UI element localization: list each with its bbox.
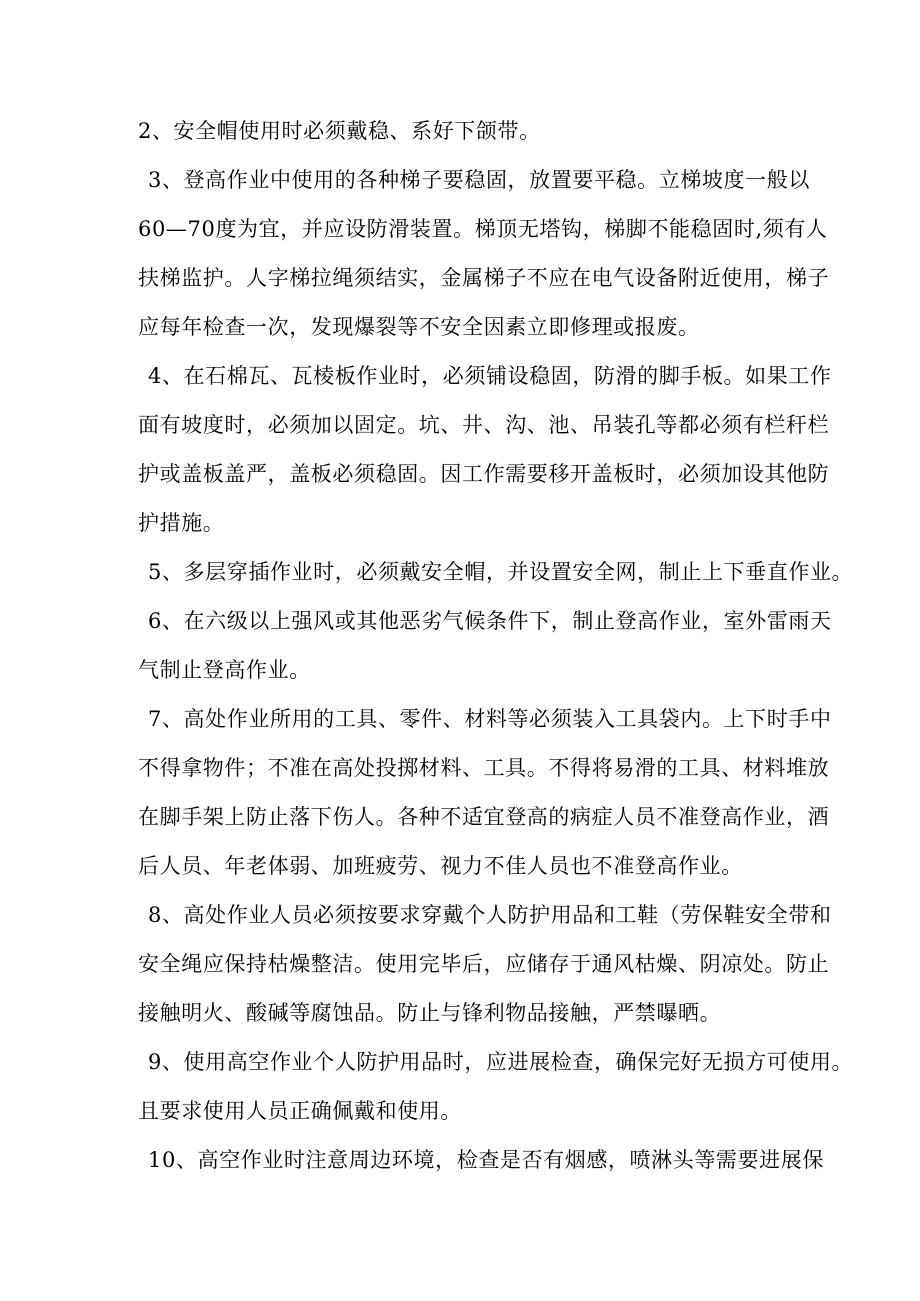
text-line: 8、高处作业人员必须按要求穿戴个人防护用品和工鞋（劳保鞋安全带和 (148, 903, 832, 927)
text-line: 2、安全帽使用时必须戴稳、系好下颌带。 (138, 119, 541, 143)
text-line: 扶梯监护。人字梯拉绳须结实，金属梯子不应在电气设备附近使用，梯子 (138, 266, 830, 290)
text-line: 60—70度为宜，并应设防滑装置。梯顶无塔钩，梯脚不能稳固时,须有人 (138, 217, 828, 241)
text-line: 在脚手架上防止落下伤人。各种不适宜登高的病症人员不准登高作业，酒 (138, 805, 830, 829)
text-line: 护或盖板盖严，盖板必须稳固。因工作需要移开盖板时，必须加设其他防 (138, 462, 830, 486)
text-line: 面有坡度时，必须加以固定。坑、井、沟、池、吊装孔等都必须有栏秆栏 (138, 413, 830, 437)
text-line: 安全绳应保持枯燥整洁。使用完毕后，应储存于通风枯燥、阴凉处。防止 (138, 952, 830, 976)
text-line: 不得拿物件；不准在高处投掷材料、工具。不得将易滑的工具、材料堆放 (138, 756, 830, 780)
text-line: 且要求使用人员正确佩戴和使用。 (138, 1099, 462, 1123)
text-line: 7、高处作业所用的工具、零件、材料等必须装入工具袋内。上下时手中 (148, 707, 832, 731)
text-line: 3、登高作业中使用的各种梯子要稳固，放置要平稳。立梯坡度一般以 (148, 168, 810, 192)
text-line: 气制止登高作业。 (138, 658, 311, 682)
text-line: 6、在六级以上强风或其他恶劣气候条件下，制止登高作业，室外雷雨天 (148, 609, 832, 633)
text-line: 应每年检查一次，发现爆裂等不安全因素立即修理或报废。 (138, 315, 700, 339)
text-line: 后人员、年老体弱、加班疲劳、视力不佳人员也不准登高作业。 (138, 854, 743, 878)
text-line: 护措施。 (138, 511, 225, 535)
text-line: 10、高空作业时注意周边环境，检查是否有烟感，喷淋头等需要进展保 (148, 1148, 824, 1172)
text-line: 接触明火、酸碱等腐蚀品。防止与锋利物品接触，严禁曝晒。 (138, 1001, 722, 1025)
text-line: 9、使用高空作业个人防护用品时，应进展检查，确保完好无损方可使用。 (148, 1050, 854, 1074)
text-line: 4、在石棉瓦、瓦棱板作业时，必须铺设稳固，防滑的脚手板。如果工作 (148, 364, 832, 388)
text-line: 5、多层穿插作业时，必须戴安全帽，并设置安全网，制止上下垂直作业。 (148, 560, 854, 584)
